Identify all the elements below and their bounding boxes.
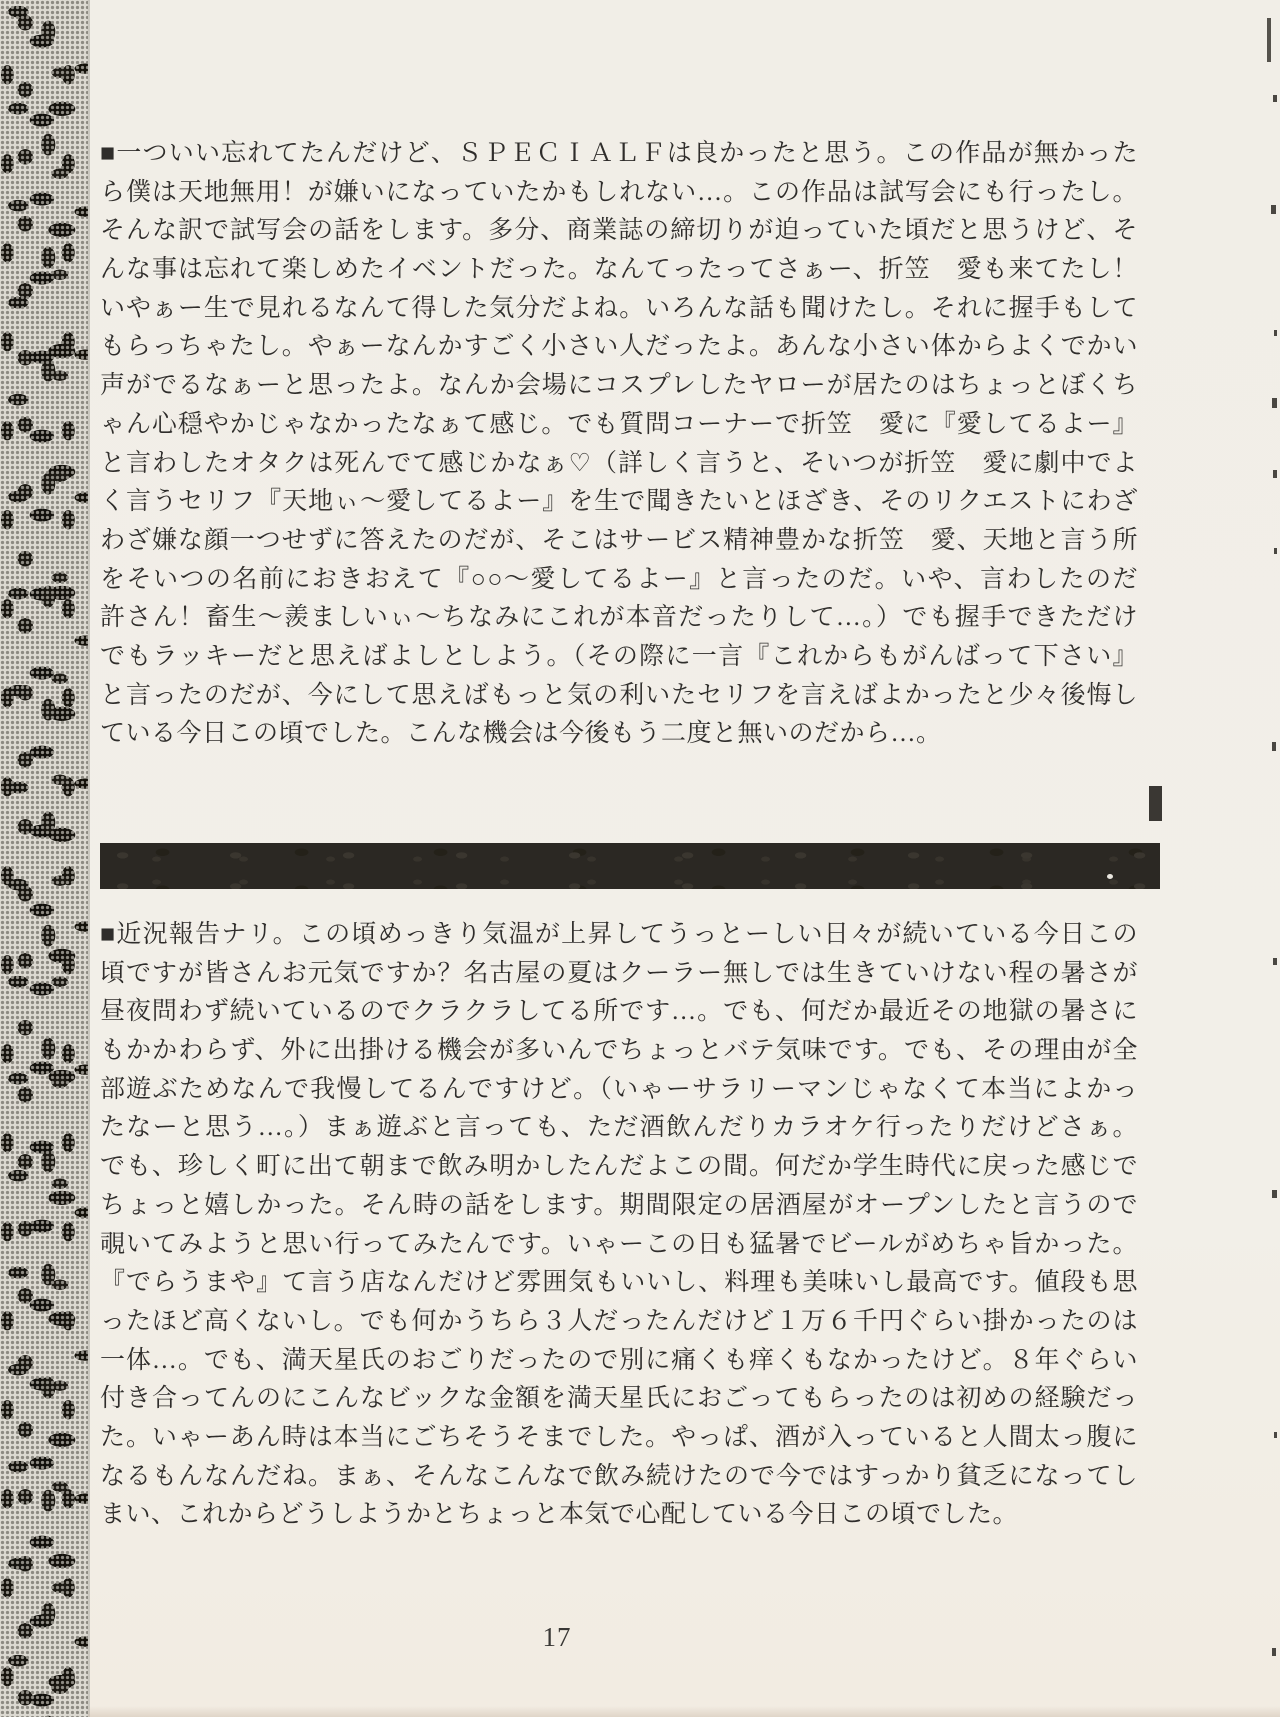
scan-artifact xyxy=(1272,742,1276,751)
scan-artifact xyxy=(1272,398,1277,408)
text-line: と言ったのだが、今にして思えばもっと気の利いたセリフを言えばよかったと少々後悔し xyxy=(100,681,1138,709)
scan-artifact xyxy=(1274,330,1277,336)
text-line: く言うセリフ『天地ぃ〜愛してるよー』を生で聞きたいとほざき、そのリクエストにわざ xyxy=(100,488,1138,516)
text-line: 覗いてみようと思い行ってみたんです。いゃーこの日も猛暑でビールがめちゃ旨かった。 xyxy=(100,1230,1138,1258)
text-line: ている今日この頃でした。こんな機会は今後もう二度と無いのだから…。 xyxy=(100,720,942,748)
text-line: た。いゃーあん時は本当にごちそうそまでした。やっぱ、酒が入っていると人間太っ腹に xyxy=(100,1423,1138,1451)
text-line: わざ嫌な顔一つせずに答えたのだが、そこはサービス精神豊かな折笠 愛、天地と言う所 xyxy=(100,526,1138,554)
text-line: ら僕は天地無用！が嫌いになっていたかもしれない…。この作品は試写会にも行ったし。 xyxy=(100,178,1138,206)
text-line: 頃ですが皆さんお元気ですか？名古屋の夏はクーラー無しでは生きていけない程の暑さが xyxy=(100,959,1138,987)
scan-artifact xyxy=(1273,95,1277,102)
text-line: 声がでるなぁーと思ったよ。なんか会場にコスプレしたヤローが居たのはちょっとぼくち xyxy=(100,372,1138,400)
text-line: と言わしたオタクは死んでて感じかなぁ♡（詳しく言うと、そいつが折笠 愛に劇中でよ xyxy=(100,449,1138,477)
scan-artifact xyxy=(1271,205,1276,214)
page-number: 17 xyxy=(542,1622,572,1652)
divider-white-speck xyxy=(1107,874,1113,879)
text-line: もかかわらず、外に出掛ける機会が多いんでちょっとバテ気味です。でも、その理由が全 xyxy=(100,1037,1138,1065)
text-line: 許さん！畜生〜羨ましいぃ〜ちなみにこれが本音だったりして…。）でも握手できただけ xyxy=(100,604,1138,632)
text-line: たなーと思う…。）まぁ遊ぶと言っても、ただ酒飲んだりカラオケ行ったりだけどさぁ。 xyxy=(100,1114,1138,1142)
text-line: ■一ついい忘れてたんだけど、ＳＰＥＣＩＡＬＦは良かったと思う。この作品が無かった xyxy=(100,140,1138,167)
section-divider-bar xyxy=(100,843,1160,889)
text-line: いやぁー生で見れるなんて得した気分だよね。いろんな話も聞けたし。それに握手もして xyxy=(100,294,1138,322)
text-line: ちょっと嬉しかった。そん時の話をします。期間限定の居酒屋がオープンしたと言うので xyxy=(100,1191,1138,1219)
text-line: 部遊ぶためなんで我慢してるんですけど。（いゃーサラリーマンじゃなくて本当によかっ xyxy=(100,1075,1138,1103)
text-line: んな事は忘れて楽しめたイベントだった。なんてったってさぁー、折笠 愛も来てたし！ xyxy=(100,256,1138,284)
section-status-report xyxy=(100,916,1138,1535)
scan-artifact xyxy=(1274,548,1277,554)
left-border-ink-texture xyxy=(0,0,90,1717)
scan-artifact xyxy=(1272,1648,1276,1656)
section-premiere-report xyxy=(100,135,1138,754)
scan-bottom-edge xyxy=(88,1706,1280,1717)
text-line: ■近況報告ナリ。この頃めっきり気温が上昇してうっとーしい日々が続いている今日この xyxy=(100,921,1138,948)
text-line: をそいつの名前におきおえて『○○〜愛してるよー』と言ったのだ。いや、言わしたのだ xyxy=(100,565,1138,593)
scan-artifact xyxy=(1272,1190,1277,1198)
text-line: 一体…。でも、満天星氏のおごりだったので別に痛くも痒くもなかったけど。８年ぐらい xyxy=(100,1346,1138,1374)
text-line: 『でらうまや』て言う店なんだけど雰囲気もいいし、料理も美味いし最高です。値段も思 xyxy=(100,1269,1138,1297)
scan-artifact xyxy=(1273,470,1277,478)
text-line: 付き合ってんのにこんなビックな金額を満天星氏におごってもらったのは初めの経験だっ xyxy=(100,1385,1138,1413)
text-line: そんな訳で試写会の話をします。多分、商業誌の締切りが迫っていた頃だと思うけど、そ xyxy=(100,217,1138,245)
scan-edge-line xyxy=(1267,18,1271,62)
text-line: ゃん心穏やかじゃなかったなぁて感じ。でも質問コーナーで折笠 愛に『愛してるよー』 xyxy=(100,410,1138,438)
scan-artifact xyxy=(1273,958,1277,965)
text-line: なるもんなんだね。まぁ、そんなこんなで飲み続けたので今ではすっかり貧乏になってし xyxy=(100,1462,1138,1490)
text-line: まい、これからどうしようかとちょっと本気で心配している今日この頃でした。 xyxy=(100,1501,1019,1529)
scan-artifact xyxy=(1274,1432,1277,1438)
text-line: ったほど高くないし。でも何かうちら３人だったんだけど１万６千円ぐらい掛かったのは xyxy=(100,1307,1138,1335)
scan-ink-blot xyxy=(1149,786,1162,821)
text-line: もらっちゃたし。やぁーなんかすごく小さい人だったよ。あんな小さい体からよくでかい xyxy=(100,333,1138,361)
text-line: 昼夜問わず続いているのでクラクラしてる所です…。でも、何だか最近その地獄の暑さに xyxy=(100,998,1138,1026)
text-line: でもラッキーだと思えばよしとしよう。（その際に一言『これからもがんばって下さい』 xyxy=(100,642,1138,670)
text-line: でも、珍しく町に出て朝まで飲み明かしたんだよこの間。何だか学生時代に戻った感じで xyxy=(100,1153,1138,1181)
